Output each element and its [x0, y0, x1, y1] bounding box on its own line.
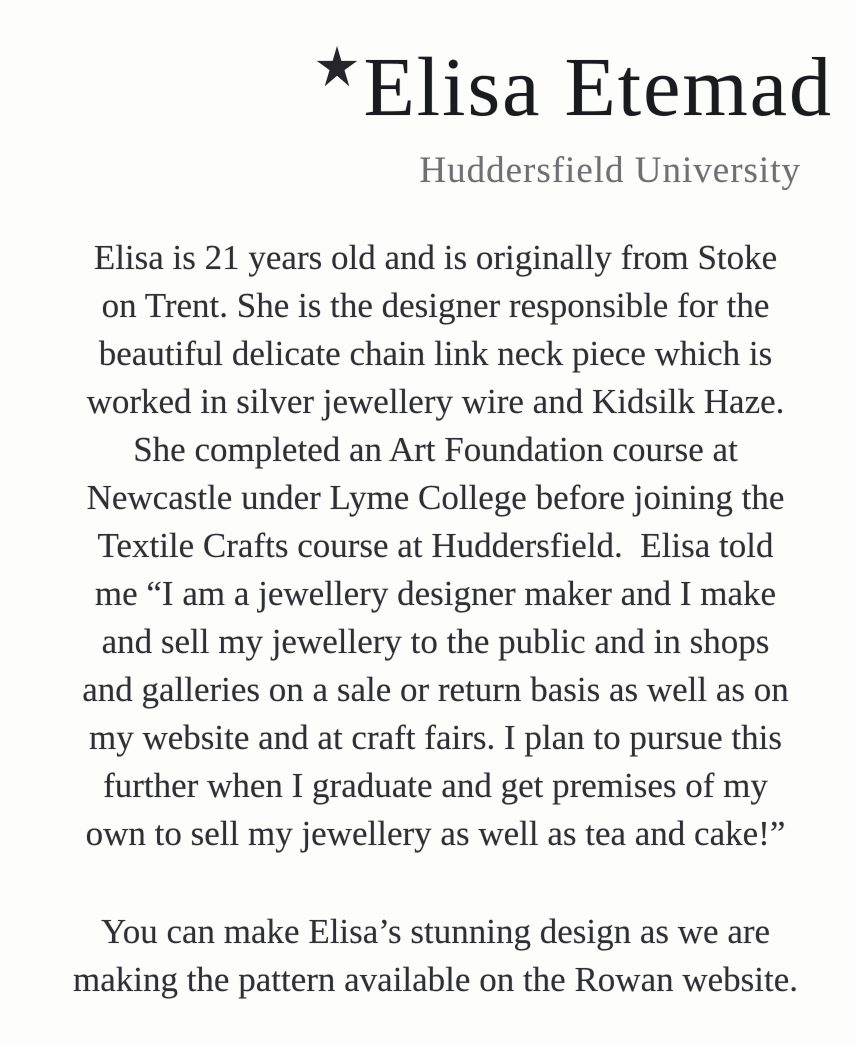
body-text-line: Elisa is 21 years old and is originally from Stoke: [93, 238, 778, 277]
body-text-line: me “I am a jewellery designer maker and I make: [94, 574, 777, 613]
star-icon: [315, 14, 359, 58]
paragraph-closing: [28, 908, 843, 1004]
page-title: [0, 14, 833, 136]
body-text-line: She completed an Art Foundation course at: [133, 430, 738, 469]
body-text-line: Textile Crafts course at Huddersfield. Elisa told: [97, 526, 774, 565]
page-header: [0, 14, 857, 192]
paragraph-bio: [28, 234, 843, 858]
body-text-line: my website and at craft fairs. I plan to pursue this: [89, 718, 782, 757]
body-text-line: beautiful delicate chain link neck piece which is: [98, 334, 773, 373]
article-body: [0, 234, 857, 1004]
body-text-line: making the pattern available on the Rowan website.: [72, 960, 799, 999]
body-text-line: worked in silver jewellery wire and Kidsilk Haze.: [86, 382, 785, 421]
body-text-line: and galleries on a sale or return basis as well as on: [82, 670, 789, 709]
body-text-line: own to sell my jewellery as well as tea and cake!”: [85, 814, 786, 853]
body-text-line: further when I graduate and get premises of my: [103, 766, 768, 805]
body-text-line: and sell my jewellery to the public and in shops: [101, 622, 770, 661]
body-text-line: You can make Elisa’s stunning design as we are: [100, 912, 771, 951]
page-title-text: Elisa Etemad: [363, 41, 833, 134]
page-subtitle: Huddersfield University: [419, 150, 801, 191]
body-text-line: on Trent. She is the designer responsible for the: [101, 286, 770, 325]
body-text-line: Newcastle under Lyme College before joining the: [86, 478, 785, 517]
